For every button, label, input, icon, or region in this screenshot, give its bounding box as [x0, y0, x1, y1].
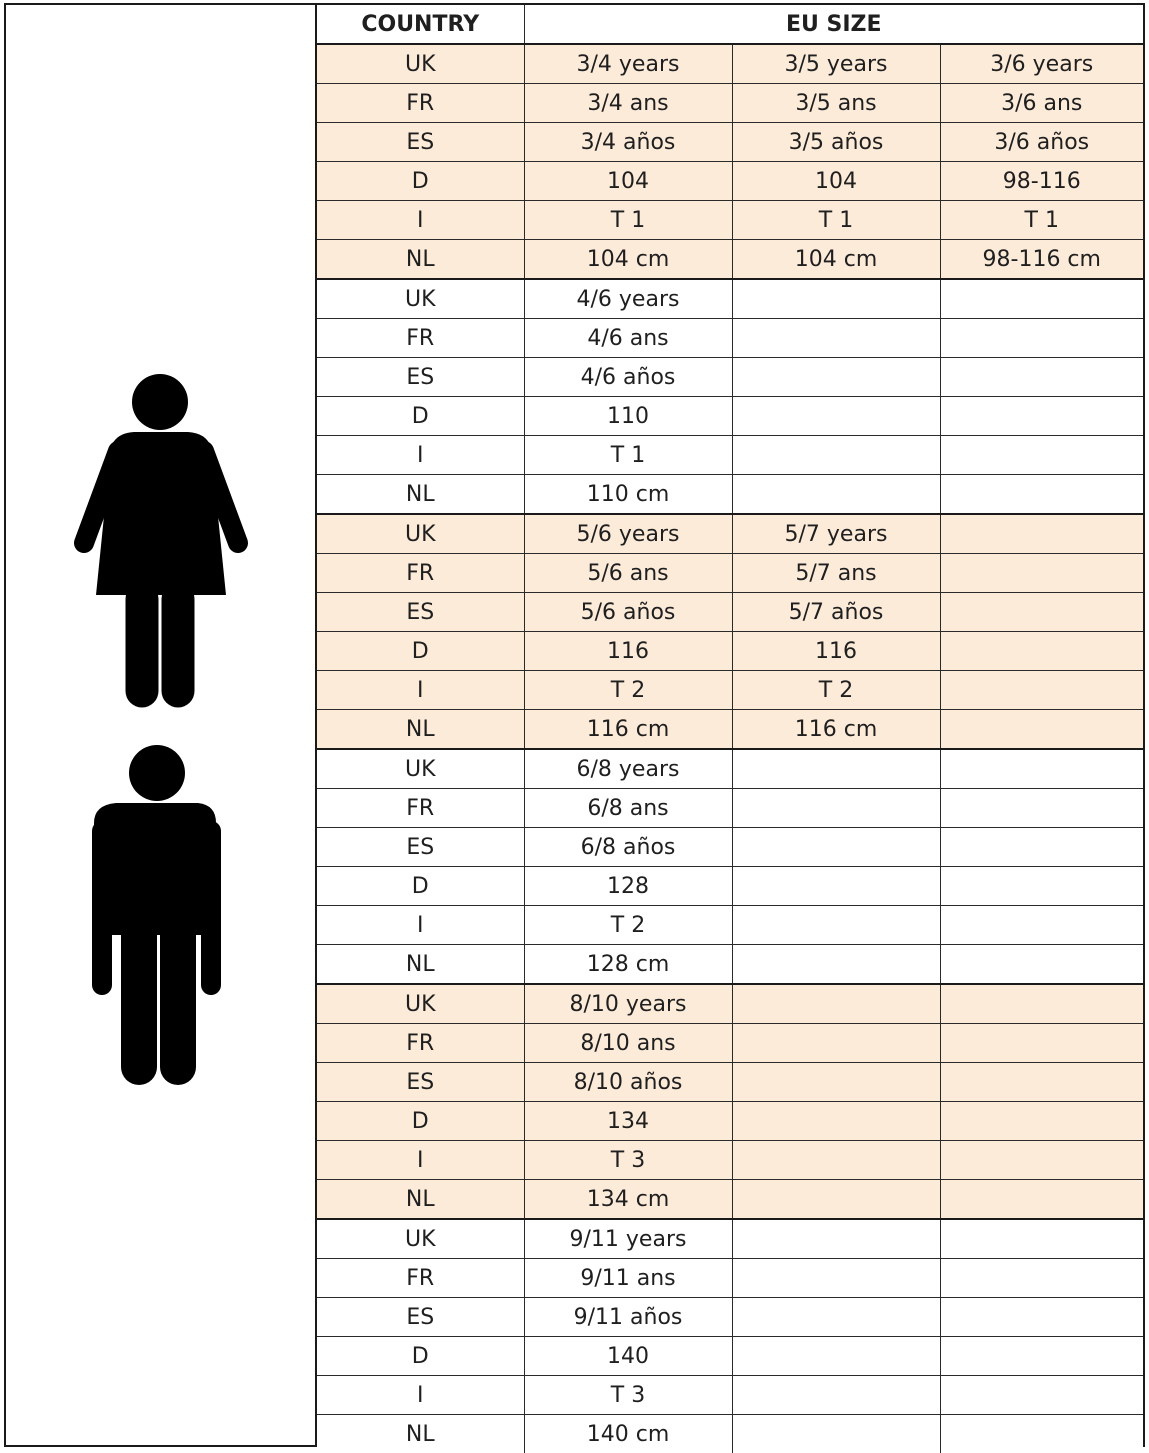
size-cell: [732, 1219, 940, 1259]
size-cell: [940, 1219, 1143, 1259]
size-cell: [732, 789, 940, 828]
table-row: [317, 1063, 1143, 1102]
size-cell: 3/4 años: [524, 123, 732, 162]
size-cell: 5/6 ans: [524, 554, 732, 593]
size-cell: [732, 1063, 940, 1102]
size-cell: [940, 319, 1143, 358]
country-cell: ES: [317, 1063, 524, 1102]
size-cell: 3/5 años: [732, 123, 940, 162]
size-cell: [940, 710, 1143, 750]
size-cell: 128 cm: [524, 945, 732, 985]
size-cell: [940, 1180, 1143, 1220]
size-cell: 140 cm: [524, 1415, 732, 1453]
size-cell: 116 cm: [524, 710, 732, 750]
country-cell: UK: [317, 514, 524, 554]
size-cell: [940, 436, 1143, 475]
table-row: [317, 749, 1143, 789]
size-cell: [732, 945, 940, 985]
table-row: [317, 162, 1143, 201]
size-cell: [940, 1024, 1143, 1063]
table-row: [317, 1298, 1143, 1337]
size-cell: [732, 358, 940, 397]
size-cell: 98-116 cm: [940, 240, 1143, 280]
size-cell: [732, 1298, 940, 1337]
size-cell: 3/6 years: [940, 44, 1143, 84]
size-cell: [732, 984, 940, 1024]
country-cell: D: [317, 1337, 524, 1376]
eu-size-header: EU SIZE: [524, 5, 1143, 44]
size-cell: [940, 397, 1143, 436]
size-cell: 5/6 años: [524, 593, 732, 632]
size-group: [317, 279, 1143, 514]
size-cell: [940, 1376, 1143, 1415]
table-row: [317, 984, 1143, 1024]
size-cell: [940, 632, 1143, 671]
size-cell: 8/10 ans: [524, 1024, 732, 1063]
table-row: [317, 1141, 1143, 1180]
size-cell: 104: [732, 162, 940, 201]
size-cell: 3/5 ans: [732, 84, 940, 123]
country-cell: FR: [317, 1024, 524, 1063]
size-cell: [940, 514, 1143, 554]
size-cell: 3/5 years: [732, 44, 940, 84]
country-cell: NL: [317, 945, 524, 985]
country-cell: I: [317, 436, 524, 475]
table-row: [317, 789, 1143, 828]
size-cell: T 1: [524, 436, 732, 475]
size-cell: [940, 1415, 1143, 1453]
country-cell: ES: [317, 828, 524, 867]
table-row: [317, 319, 1143, 358]
size-cell: [732, 906, 940, 945]
size-cell: [732, 1415, 940, 1453]
size-cell: 6/8 años: [524, 828, 732, 867]
table-row: [317, 554, 1143, 593]
table-row: [317, 710, 1143, 750]
size-cell: [732, 1337, 940, 1376]
table-row: [317, 436, 1143, 475]
size-cell: [940, 906, 1143, 945]
size-cell: [732, 1141, 940, 1180]
size-cell: [732, 475, 940, 515]
size-cell: 9/11 years: [524, 1219, 732, 1259]
table-row: [317, 358, 1143, 397]
country-cell: I: [317, 1141, 524, 1180]
table-row: [317, 514, 1143, 554]
size-cell: [940, 945, 1143, 985]
size-group: [317, 514, 1143, 749]
size-cell: 104: [524, 162, 732, 201]
size-cell: [940, 1298, 1143, 1337]
table-row: [317, 279, 1143, 319]
size-cell: [732, 1259, 940, 1298]
size-cell: [732, 279, 940, 319]
country-cell: I: [317, 201, 524, 240]
table-row: [317, 1102, 1143, 1141]
size-cell: 116: [524, 632, 732, 671]
country-cell: FR: [317, 789, 524, 828]
size-cell: [940, 358, 1143, 397]
country-cell: UK: [317, 279, 524, 319]
size-cell: T 2: [732, 671, 940, 710]
size-cell: T 1: [732, 201, 940, 240]
size-cell: [940, 1141, 1143, 1180]
country-cell: D: [317, 397, 524, 436]
size-cell: 128: [524, 867, 732, 906]
table-row: [317, 1376, 1143, 1415]
size-cell: [940, 828, 1143, 867]
size-cell: T 2: [524, 906, 732, 945]
size-table: [317, 5, 1143, 1453]
country-cell: I: [317, 1376, 524, 1415]
size-cell: [940, 867, 1143, 906]
size-cell: [732, 828, 940, 867]
size-cell: T 1: [940, 201, 1143, 240]
size-cell: 110 cm: [524, 475, 732, 515]
country-cell: I: [317, 671, 524, 710]
table-row: [317, 671, 1143, 710]
size-cell: 9/11 años: [524, 1298, 732, 1337]
table-row: [317, 1180, 1143, 1220]
country-cell: UK: [317, 984, 524, 1024]
size-cell: 3/6 ans: [940, 84, 1143, 123]
male-figure-icon: [94, 745, 216, 1067]
size-cell: 5/7 años: [732, 593, 940, 632]
country-cell: FR: [317, 319, 524, 358]
size-cell: 8/10 años: [524, 1063, 732, 1102]
size-cell: 110: [524, 397, 732, 436]
size-cell: [732, 1180, 940, 1220]
country-cell: FR: [317, 84, 524, 123]
size-cell: [732, 1102, 940, 1141]
country-header: COUNTRY: [317, 5, 524, 44]
size-cell: [940, 789, 1143, 828]
country-cell: NL: [317, 475, 524, 515]
size-chart: [4, 3, 1145, 1447]
size-cell: 5/7 ans: [732, 554, 940, 593]
size-cell: [732, 749, 940, 789]
table-row: [317, 945, 1143, 985]
size-cell: [940, 671, 1143, 710]
size-cell: 4/6 years: [524, 279, 732, 319]
size-cell: T 2: [524, 671, 732, 710]
table-row: [317, 1337, 1143, 1376]
table-row: [317, 201, 1143, 240]
country-cell: FR: [317, 554, 524, 593]
size-cell: [940, 749, 1143, 789]
country-cell: NL: [317, 1180, 524, 1220]
size-cell: 104 cm: [732, 240, 940, 280]
size-cell: 6/8 ans: [524, 789, 732, 828]
size-cell: [732, 397, 940, 436]
country-cell: ES: [317, 1298, 524, 1337]
size-cell: 4/6 ans: [524, 319, 732, 358]
table-row: [317, 44, 1143, 84]
size-cell: T 1: [524, 201, 732, 240]
size-cell: 134 cm: [524, 1180, 732, 1220]
table-row: [317, 397, 1143, 436]
table-row: [317, 1259, 1143, 1298]
size-cell: [940, 1259, 1143, 1298]
size-cell: [732, 319, 940, 358]
size-cell: [732, 867, 940, 906]
size-cell: 116: [732, 632, 940, 671]
size-cell: 3/4 years: [524, 44, 732, 84]
country-cell: D: [317, 632, 524, 671]
table-row: [317, 1415, 1143, 1453]
size-cell: 4/6 años: [524, 358, 732, 397]
country-cell: ES: [317, 593, 524, 632]
figures-illustration: [6, 5, 315, 1449]
country-cell: NL: [317, 1415, 524, 1453]
figures-panel: [6, 5, 317, 1445]
table-row: [317, 828, 1143, 867]
header-row: [317, 5, 1143, 44]
table-row: [317, 84, 1143, 123]
size-group: [317, 1219, 1143, 1453]
size-cell: 8/10 years: [524, 984, 732, 1024]
size-cell: 3/4 ans: [524, 84, 732, 123]
country-cell: ES: [317, 358, 524, 397]
country-cell: D: [317, 867, 524, 906]
table-row: [317, 906, 1143, 945]
country-cell: UK: [317, 44, 524, 84]
table-row: [317, 632, 1143, 671]
size-cell: 140: [524, 1337, 732, 1376]
table-row: [317, 1219, 1143, 1259]
size-cell: [940, 554, 1143, 593]
size-cell: [940, 475, 1143, 515]
size-group: [317, 984, 1143, 1219]
size-group: [317, 749, 1143, 984]
female-figure-icon: [84, 374, 238, 691]
table-row: [317, 867, 1143, 906]
size-cell: 9/11 ans: [524, 1259, 732, 1298]
size-cell: [940, 279, 1143, 319]
country-cell: D: [317, 1102, 524, 1141]
size-group: [317, 44, 1143, 279]
table-row: [317, 1024, 1143, 1063]
size-cell: [940, 1063, 1143, 1102]
size-cell: 104 cm: [524, 240, 732, 280]
size-cell: 116 cm: [732, 710, 940, 750]
table-row: [317, 593, 1143, 632]
size-cell: 5/6 years: [524, 514, 732, 554]
table-row: [317, 240, 1143, 280]
size-cell: T 3: [524, 1141, 732, 1180]
table-row: [317, 475, 1143, 515]
size-cell: [732, 436, 940, 475]
country-cell: I: [317, 906, 524, 945]
country-cell: ES: [317, 123, 524, 162]
country-cell: UK: [317, 749, 524, 789]
country-cell: FR: [317, 1259, 524, 1298]
country-cell: D: [317, 162, 524, 201]
size-cell: [732, 1024, 940, 1063]
size-cell: [940, 1337, 1143, 1376]
size-cell: T 3: [524, 1376, 732, 1415]
size-cell: [940, 984, 1143, 1024]
size-cell: 134: [524, 1102, 732, 1141]
country-cell: UK: [317, 1219, 524, 1259]
country-cell: NL: [317, 710, 524, 750]
size-cell: 3/6 años: [940, 123, 1143, 162]
size-cell: [940, 593, 1143, 632]
country-cell: NL: [317, 240, 524, 280]
size-cell: 6/8 years: [524, 749, 732, 789]
size-cell: [732, 1376, 940, 1415]
size-cell: [940, 1102, 1143, 1141]
size-cell: 5/7 years: [732, 514, 940, 554]
table-row: [317, 123, 1143, 162]
size-cell: 98-116: [940, 162, 1143, 201]
